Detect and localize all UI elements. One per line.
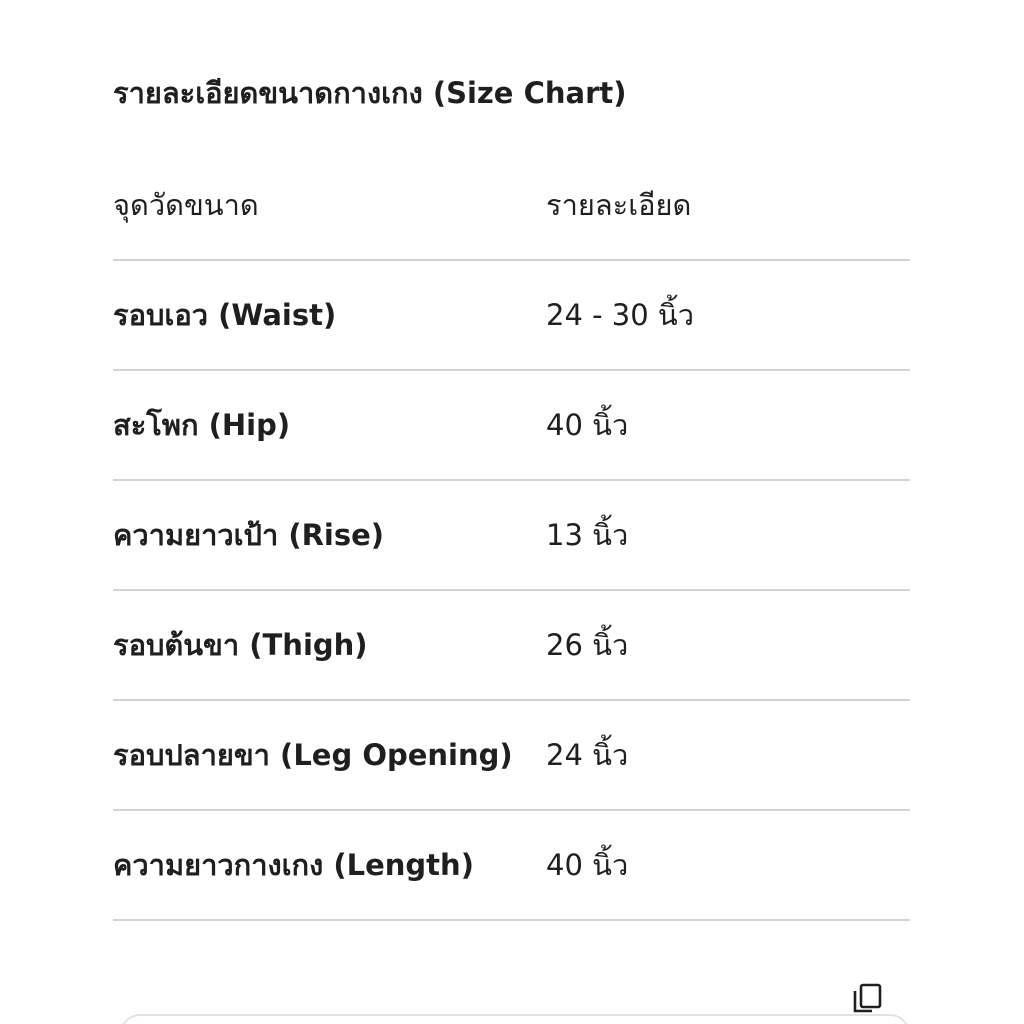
measurement-value: 26 นิ้ว	[546, 628, 629, 662]
table-row	[113, 701, 910, 811]
size-chart-title: รายละเอียดขนาดกางเกง (Size Chart)	[113, 76, 627, 110]
measurement-label: รอบต้นขา (Thigh)	[113, 628, 368, 662]
message-input-box[interactable]	[120, 1014, 910, 1024]
measurement-label: ความยาวกางเกง (Length)	[113, 848, 474, 882]
measurement-label: ความยาวเป้า (Rise)	[113, 518, 385, 552]
table-row	[113, 371, 910, 481]
measurement-label: สะโพก (Hip)	[113, 408, 291, 442]
table-row	[113, 481, 910, 591]
table-header-row	[113, 150, 910, 261]
measurement-value: 40 นิ้ว	[546, 408, 629, 442]
table-row	[113, 261, 910, 371]
measurement-label: รอบเอว (Waist)	[113, 298, 337, 332]
copy-icon	[850, 980, 886, 1016]
measurement-value: 24 นิ้ว	[546, 738, 629, 772]
copy-table-button[interactable]	[850, 980, 886, 1016]
measurement-label: รอบปลายขา (Leg Opening)	[113, 738, 513, 772]
table-row	[113, 811, 910, 921]
measurement-value: 13 นิ้ว	[546, 518, 629, 552]
measurement-value: 40 นิ้ว	[546, 848, 629, 882]
header-measurement-point: จุดวัดขนาด	[113, 187, 259, 222]
size-chart-table	[113, 150, 910, 921]
measurement-value: 24 - 30 นิ้ว	[546, 298, 695, 332]
table-row	[113, 591, 910, 701]
header-detail: รายละเอียด	[546, 187, 692, 222]
